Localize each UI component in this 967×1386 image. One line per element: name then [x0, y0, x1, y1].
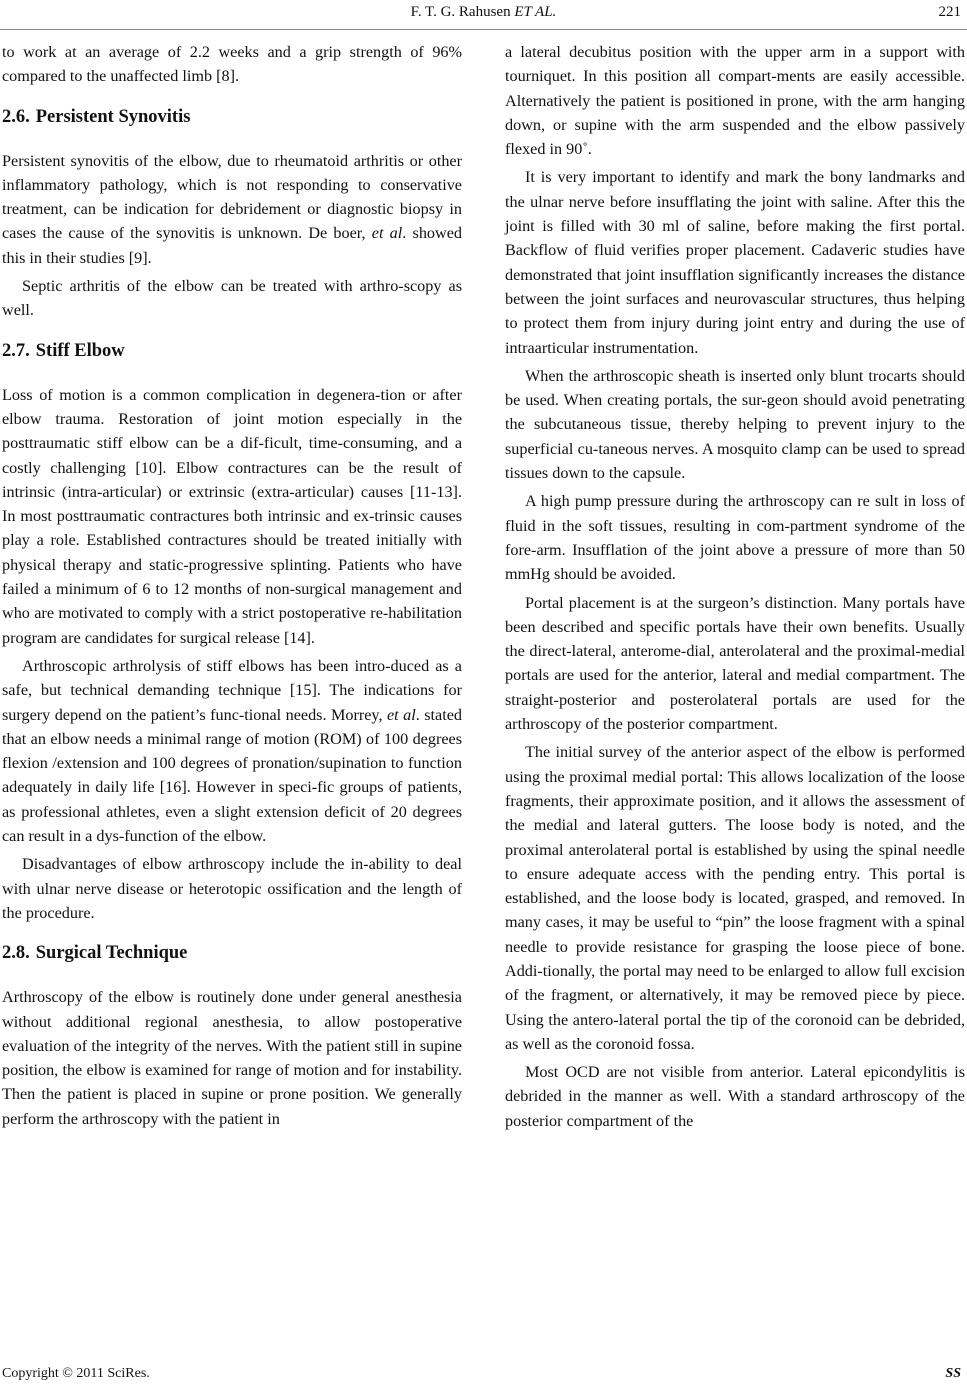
paragraph: Disadvantages of elbow arthroscopy include the in-ability to deal with ulnar nerve disease or heterotopic ossification and the length of the procedure. [2, 855, 462, 922]
section-title: Persistent Synovitis [35, 106, 191, 127]
section-heading [2, 941, 462, 965]
section-title: Surgical Technique [35, 943, 188, 964]
paragraph: Portal placement is at the surgeon’s distinction. Many portals have been described and specific portals have their own benefits. Usually the direct-lateral, anterome-dial, anterolateral and the proximal-medial portals are used for the anterior, lateral and medial compartment. The straight-posterior and posterolateral portals are used for the arthroscopy of the posterior compartment. [505, 593, 965, 734]
paragraph: Loss of motion is a common complication in degenera-tion or after elbow trauma. Restoration of joint motion especially in the posttraumatic stiff elbow can be a dif-ficult, time-consuming, and a costly challenging [10]. Elbow contractures can be the result of intrinsic (intra-articular) or extrinsic (extra-articular) causes [11-13]. In most posttraumatic contractures both intrinsic and ex-trinsic causes play a role. Established contractures should be treated initially with physical therapy and static-progressive splinting. Patients who have failed a minimum of 6 to 12 months of non-surgical management and who are motivated to comply with a strict postoperative re-habilitation program are candidates for surgical release [14]. [2, 385, 462, 647]
paragraph: Most OCD are not visible from anterior. Lateral epicondylitis is debrided in the manner as well. With a standard arthroscopy of the posterior compartment of the [505, 1063, 965, 1130]
text-run: Persistent synovitis of the elbow, due to rheumatoid arthritis or other inflammatory pathology, which is not responding to conservative treatment, can be indication for debridement or diagnostic biopsy in cases the cause of the synovitis is unknown. De boer, [2, 151, 462, 243]
page-header [0, 0, 967, 30]
running-etal: ET AL. [514, 4, 557, 20]
running-author: F. T. G. Rahusen [410, 4, 511, 20]
paragraph: The initial survey of the anterior aspect of the elbow is performed using the proximal medial portal: This allows localization of the loose fragments, their approximate position, and it allows the assessment of the medial and lateral gutters. The loose body is noted, and the proximal anterolateral portal is established by using the spinal needle to ensure adequate access with the pending entry. This portal is established, and the loose body is located, grasped, and removed. In many cases, it may be useful to “pin” the loose fragment with a spinal needle to provide resistance for grasping the loose piece of bone. Addi-tionally, the portal may need to be enlarged to allow full excision of the fragment, or alternatively, it may be removed piece by piece. Using the antero-lateral portal the tip of the coronoid can be debrided, as well as the coronoid fossa. [505, 743, 965, 1053]
italic-text: et al [371, 224, 403, 243]
italic-text: et al [386, 705, 416, 724]
text-run: . showed this in their studies [9]. [2, 224, 462, 267]
running-title [0, 4, 967, 21]
section-number: 2.6. [2, 106, 30, 127]
header-rule [0, 29, 967, 30]
paragraph: Arthroscopy of the elbow is routinely done under general anesthesia without additional regional anesthesia, to allow postoperative evaluation of the integrity of the nerves. With the patient still in supine position, the elbow is examined for range of motion and for instability. Then the patient is placed in supine or prone position. We generally perform the arthroscopy with the patient in [2, 988, 462, 1128]
paragraph: to work at an average of 2.2 weeks and a grip strength of 96% compared to the unaffected limb [8]. [2, 43, 462, 86]
paragraph: a lateral decubitus position with the upper arm in a support with tourniquet. In this position all compart-ments are easily accessible. Alternatively the patient is positioned in prone, with the arm hanging down, or supine with the arm suspended and the elbow passively flexed in 90˚. [505, 43, 965, 159]
text-run: Arthroscopic arthrolysis of stiff elbows has been intro-duced as a safe, but technical demanding technique [15]. The indications for surgery depend on the patient’s func-tional needs. Morrey, [2, 656, 462, 724]
paragraph: It is very important to identify and mark the bony landmarks and the ulnar nerve before insufflating the joint with saline. After this the joint is filled with 30 ml of saline, before making the first portal. Backflow of fluid verifies proper placement. Cadaveric studies have demonstrated that joint insufflation significantly increases the distance between the joint surfaces and neurovascular structures, thus helping to protect them from injury during joint entry and during the use of intraarticular instrumentation. [505, 168, 965, 357]
section-heading [2, 105, 462, 129]
paragraph [2, 149, 462, 270]
copyright-notice: Copyright © 2011 SciRes. [2, 1366, 150, 1381]
left-column [2, 40, 462, 1135]
paragraph: When the arthroscopic sheath is inserted only blunt trocarts should be used. When creating portals, the sur-geon should avoid penetrating the subcutaneous tissue, thereby helping to prevent injury to the superficial cu-taneous nerves. A mosquito clamp can be used to spread tissues down to the capsule. [505, 366, 965, 483]
section-number: 2.7. [2, 340, 30, 361]
right-column [505, 40, 965, 1137]
section-heading [2, 339, 462, 363]
section-title: Stiff Elbow [35, 340, 125, 361]
journal-abbrev: SS [945, 1366, 961, 1381]
paragraph: Septic arthritis of the elbow can be treated with arthro-scopy as well. [2, 277, 462, 320]
text-run: . stated that an elbow needs a minimal range of motion (ROM) of 100 degrees flexion /extension and 100 degrees of pronation/supination to function adequately in daily life [16]. However in speci-fic groups of patients, as professional athletes, even a slight extension deficit of 20 degrees can result in a dys-function of the elbow. [2, 705, 463, 846]
page-footer [0, 1360, 967, 1384]
paragraph [2, 654, 462, 848]
page-number: 221 [938, 4, 961, 20]
paragraph: A high pump pressure during the arthroscopy can re sult in loss of fluid in the soft tissues, resulting in com-partment syndrome of the fore-arm. Insufflation of the joint above a pressure of more than 50 mmHg should be avoided. [505, 492, 965, 584]
section-number: 2.8. [2, 943, 30, 964]
